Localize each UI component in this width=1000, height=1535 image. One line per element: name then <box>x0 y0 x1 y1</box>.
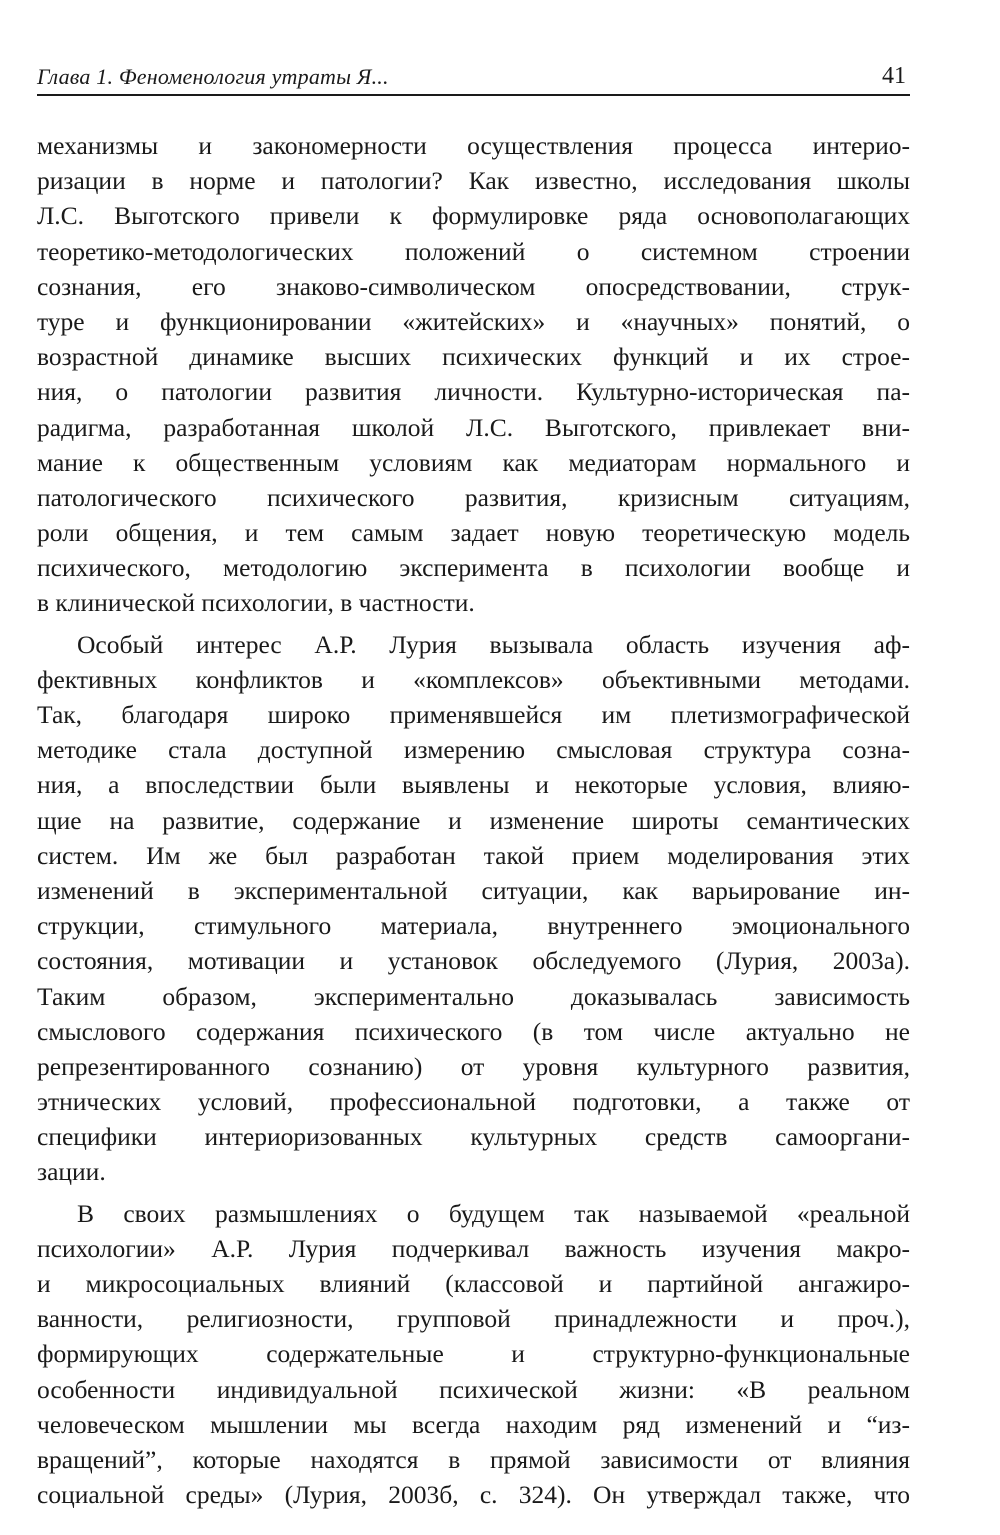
text-line: в клинической психологии, в частности. <box>37 588 475 618</box>
text-line: радигма, разработанная школой Л.С. Выготского, привлекает вни- <box>37 412 910 442</box>
text-line: мание к общественным условиям как медиаторам нормального и <box>37 447 910 477</box>
text-line: В своих размышлениях о будущем так называемой «реальной <box>77 1198 910 1228</box>
text-line: состояния, мотивации и установок обследуемого (Лурия, 2003а). <box>37 946 910 976</box>
paragraph-2 <box>37 627 910 1190</box>
text-line: ния, а впоследствии были выявлены и некоторые условия, влияю- <box>37 770 910 800</box>
text-line: туре и функционировании «житейских» и «научных» понятий, о <box>37 306 910 336</box>
text-line: зации. <box>37 1157 106 1187</box>
text-line: этнических условий, профессиональной подготовки, а также от <box>37 1087 910 1117</box>
text-line: ния, о патологии развития личности. Культурно-историческая па- <box>37 377 910 407</box>
text-line: фективных конфликтов и «комплексов» объективными методами. <box>37 664 910 694</box>
text-line: человеческом мышлении мы всегда находим ряд изменений и “из- <box>37 1409 910 1439</box>
text-line: систем. Им же был разработан такой прием моделирования этих <box>37 840 910 870</box>
text-line: патологического психического развития, кризисным ситуациям, <box>37 482 910 512</box>
text-line: вращений”, которые находятся в прямой зависимости от влияния <box>37 1444 910 1474</box>
text-line: механизмы и закономерности осуществления процесса интерио- <box>37 131 910 160</box>
text-line: роли общения, и тем самым задает новую теоретическую модель <box>37 518 910 548</box>
text-line: Таким образом, экспериментально доказывалась зависимость <box>37 981 910 1011</box>
text-line: сознания, его знаково-символическом опосредствовании, струк- <box>37 271 910 301</box>
text-line: формирующих содержательные и структурно-функциональные <box>37 1339 910 1369</box>
text-line: методике стала доступной измерению смысловая структура созна- <box>37 735 910 765</box>
text-line: ванности, религиозности, групповой принадлежности и проч.), <box>37 1304 910 1334</box>
text-line: Л.С. Выготского привели к формулировке ряда основополагающих <box>37 201 910 231</box>
running-title: Глава 1. Феноменология утраты Я... <box>37 64 389 89</box>
paragraph-1 <box>37 128 910 621</box>
text-line: психологии» А.Р. Лурия подчеркивал важность изучения макро- <box>37 1233 910 1263</box>
text-line: Особый интерес А.Р. Лурия вызывала область изучения аф- <box>77 629 910 659</box>
text-line: репрезентированного сознанию) от уровня культурного развития, <box>37 1051 910 1081</box>
text-line: изменений в экспериментальной ситуации, как варьирование ин- <box>37 875 910 905</box>
page-header <box>37 58 910 96</box>
text-line: теоретико-методологических положений о системном строении <box>37 236 910 266</box>
text-line: специфики интериоризованных культурных средств самооргани- <box>37 1122 910 1152</box>
page-number: 41 <box>882 63 906 89</box>
text-line: щие на развитие, содержание и изменение широты семантических <box>37 805 910 835</box>
text-line: ризации в норме и патологии? Как известно, исследования школы <box>37 166 910 196</box>
text-line: возрастной динамике высших психических функций и их строе- <box>37 342 910 372</box>
text-line: струкции, стимульного материала, внутреннего эмоционального <box>37 911 910 941</box>
paragraph-3 <box>37 1196 910 1513</box>
text-line: социальной среды» (Лурия, 2003б, с. 324). Он утверждал также, что <box>37 1480 910 1510</box>
text-line: особенности индивидуальной психической жизни: «В реальном <box>37 1374 910 1404</box>
body-text <box>37 128 910 1512</box>
text-line: Так, благодаря широко применявшейся им плетизмографической <box>37 700 910 729</box>
text-line: психического, методологию эксперимента в психологии вообще и <box>37 553 910 583</box>
text-line: смыслового содержания психического (в том числе актуально не <box>37 1016 910 1046</box>
text-line: и микросоциальных влияний (классовой и партийной ангажиро- <box>37 1269 910 1298</box>
